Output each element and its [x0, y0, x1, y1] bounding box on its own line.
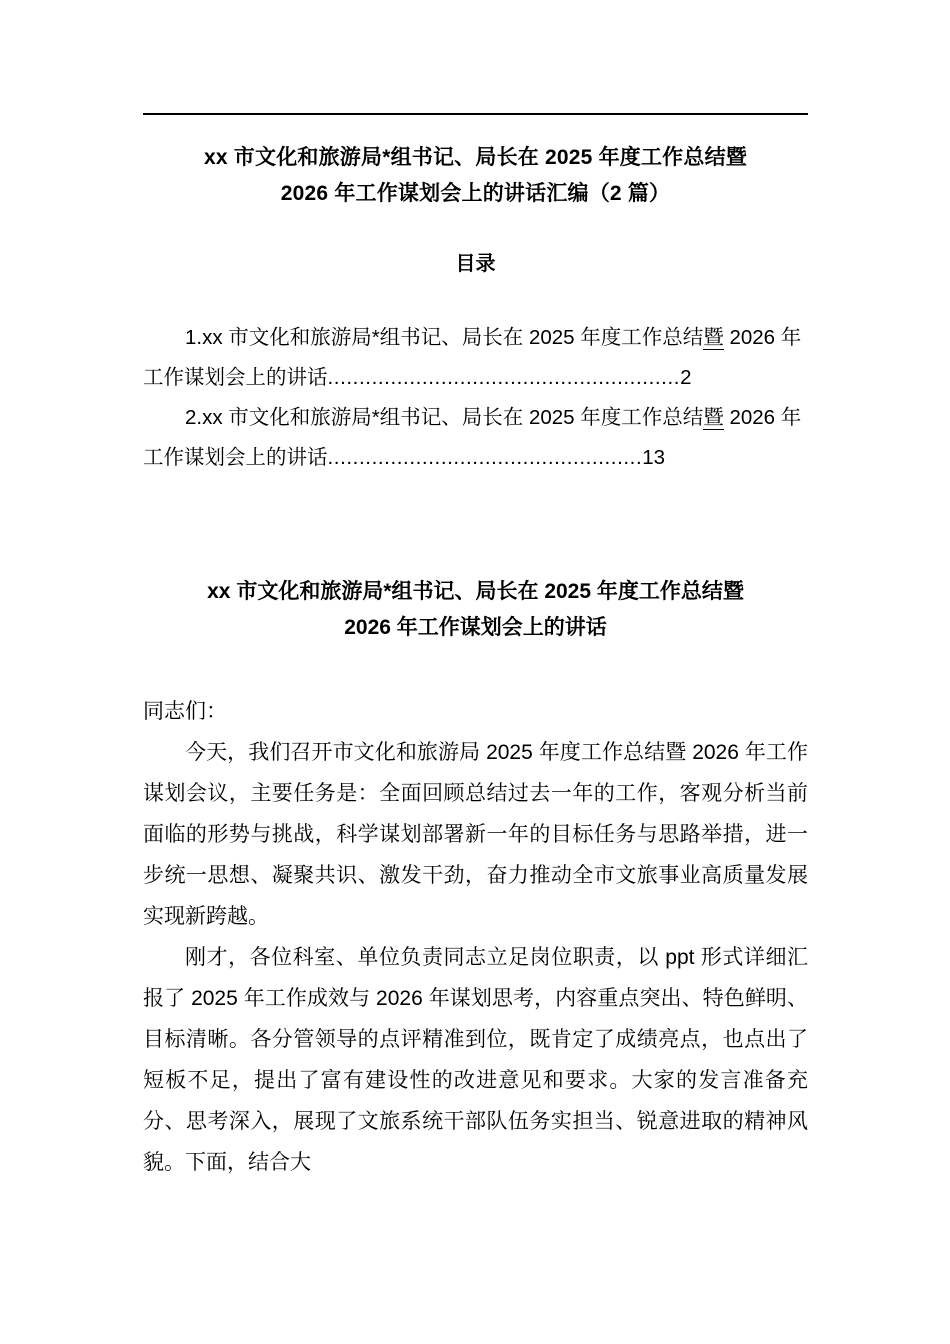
toc-entry-1[interactable]	[143, 318, 808, 398]
section-title	[143, 574, 808, 646]
toc-entry-2-text-head: xx 市文化和旅游局*组书记、局长在 2025 年度工作总结	[202, 406, 704, 430]
body-paragraph-2: 刚才，各位科室、单位负责同志立足岗位职责，以 ppt 形式详细汇报了 2025 年工作成效与 2026 年谋划思考，内容重点突出、特色鲜明、目标清晰。各分管领导的点评精准到位，既肯定了成绩亮点，也点出了短板不足，提出了富有建设性的改进意见和要求。大家的发言准备充分、思考深入，展现了文旅系统干部队伍务实担当、锐意进取的精神风貌。下面，结合大	[143, 945, 808, 1174]
salutation: 同志们：	[143, 700, 227, 724]
header-separator-rule	[143, 113, 808, 115]
toc-entry-1-dot-leader: ........................................................	[327, 366, 681, 390]
toc-entry-1-number: 1.	[185, 326, 203, 350]
toc-entry-2-number: 2.	[185, 406, 203, 430]
toc-entry-2-text-tail: 2026 年工作谋划会上的讲话	[143, 406, 802, 470]
body-paragraph-1: 今天，我们召开市文化和旅游局 2025 年度工作总结暨 2026 年工作谋划会议，主要任务是：全面回顾总结过去一年的工作，客观分析当前面临的形势与挑战，科学谋划部署新一年的目标任务与思路举措，进一步统一思想、凝聚共识、激发干劲，奋力推动全市文旅事业高质量发展实现新跨越。	[143, 741, 808, 928]
toc-entry-1-text-head: xx 市文化和旅游局*组书记、局长在 2025 年度工作总结	[202, 326, 704, 350]
toc-entry-1-text-tail: 2026 年工作谋划会上的讲话	[143, 326, 802, 390]
toc-heading: 目录	[455, 253, 496, 276]
toc-entry-2-page-number: 13	[642, 446, 666, 470]
toc-entry-1-link[interactable]: 暨	[703, 326, 724, 350]
document-title-line-2: 2026 年工作谋划会上的讲话汇编（2 篇）	[280, 182, 671, 206]
toc-entry-2[interactable]	[143, 398, 808, 478]
document-content	[143, 140, 808, 1184]
toc-entry-1-page-number: 2	[680, 366, 692, 390]
toc-entry-2-link[interactable]: 暨	[703, 406, 724, 430]
toc-list	[143, 318, 808, 478]
document-title	[143, 140, 808, 212]
section-title-line-1: xx 市文化和旅游局*组书记、局长在 2025 年度工作总结暨	[207, 580, 744, 604]
document-title-line-1: xx 市文化和旅游局*组书记、局长在 2025 年度工作总结暨	[204, 146, 747, 169]
section-title-line-2: 2026 年工作谋划会上的讲话	[344, 616, 607, 640]
toc-entry-2-dot-leader: ..................................................	[327, 446, 643, 470]
